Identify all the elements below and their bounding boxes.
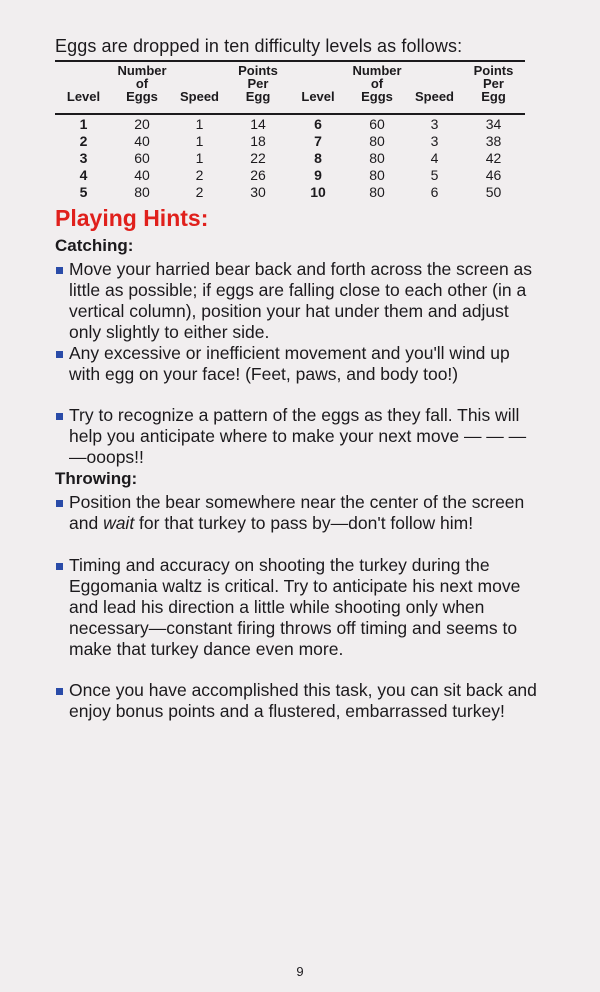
level-cell: 2 [79, 133, 88, 149]
bullet-square-icon [56, 413, 63, 420]
eggs-cell: 40 [134, 167, 150, 183]
hint-text: Try to recognize a pattern of the eggs as they fall. This will help you anticipate where to make your next move — — — —ooops!! [69, 405, 527, 467]
level-cell: 10 [310, 184, 326, 200]
eggs-cell: 60 [369, 116, 385, 132]
hint-text: Once you have accomplished this task, you can sit back and enjoy bonus points and a flustered, embarrassed turkey! [69, 680, 537, 721]
level-cell: 9 [314, 167, 322, 183]
bullet-square-icon [56, 500, 63, 507]
eggs-cell: 80 [369, 167, 385, 183]
catching-heading: Catching: [55, 236, 134, 255]
points-cell: 38 [485, 133, 502, 149]
catching-hint-item [55, 259, 545, 343]
speed-cell: 3 [430, 133, 439, 149]
speed-cell: 2 [195, 184, 204, 200]
page-number: 9 [296, 964, 304, 979]
speed-cell: 5 [430, 167, 439, 183]
throwing-hint-item [55, 555, 545, 660]
bullet-square-icon [56, 267, 63, 274]
level-cell: 5 [79, 184, 88, 200]
playing-hints-heading: Playing Hints: [55, 205, 209, 231]
header-level: Level [301, 89, 335, 104]
points-cell: 50 [485, 184, 502, 200]
header-points-per-egg: Points Per Egg [238, 63, 278, 104]
points-cell: 30 [250, 184, 266, 200]
throwing-hint-item [55, 680, 545, 722]
eggs-cell: 80 [369, 184, 385, 200]
intro-text: Eggs are dropped in ten difficulty levels as follows: [55, 36, 463, 56]
eggs-cell: 80 [369, 133, 385, 149]
points-cell: 42 [485, 150, 502, 166]
table-top-rule [55, 60, 525, 62]
speed-cell: 1 [195, 116, 204, 132]
points-cell: 14 [250, 116, 266, 132]
table-row [55, 167, 525, 184]
header-number-of-eggs: Number of Eggs [352, 63, 402, 104]
speed-cell: 1 [195, 133, 204, 149]
speed-cell: 1 [195, 150, 204, 166]
header-number-of-eggs: Number of Eggs [117, 63, 167, 104]
hint-text-part: Position the bear somewhere near the center of the screen and [69, 492, 525, 533]
speed-cell: 3 [430, 116, 439, 132]
difficulty-table [55, 64, 525, 201]
eggs-cell: 80 [369, 150, 385, 166]
eggs-cell: 80 [134, 184, 150, 200]
eggs-cell: 40 [134, 133, 150, 149]
level-cell: 6 [314, 116, 322, 132]
bullet-square-icon [56, 563, 63, 570]
header-speed: Speed [179, 89, 219, 104]
emphasis-wait: wait [103, 513, 135, 533]
eggs-cell: 20 [134, 116, 150, 132]
throwing-heading: Throwing: [55, 469, 138, 488]
table-row [55, 184, 525, 201]
points-cell: 26 [250, 167, 266, 183]
speed-cell: 4 [430, 150, 439, 166]
bullet-square-icon [56, 351, 63, 358]
level-cell: 8 [314, 150, 322, 166]
eggs-cell: 60 [134, 150, 150, 166]
speed-cell: 6 [430, 184, 439, 200]
hint-text: Any excessive or inefficient movement and you'll wind up with egg on your face! (Feet, paws, and body too!) [69, 343, 510, 384]
catching-hint-item [55, 343, 545, 385]
table-row [55, 107, 525, 116]
level-cell: 7 [314, 133, 322, 149]
hint-text: Move your harried bear back and forth across the screen as little as possible; if eggs are falling close to each other (in a vertical column), position your hat under them and adjust only slightly to either side. [69, 259, 533, 342]
level-cell: 1 [79, 116, 88, 132]
catching-hint-item [55, 405, 545, 468]
level-cell: 4 [79, 167, 88, 183]
points-cell: 22 [250, 150, 266, 166]
level-cell: 3 [79, 150, 88, 166]
points-cell: 46 [485, 167, 502, 183]
header-level: Level [66, 89, 101, 104]
points-cell: 34 [485, 116, 502, 132]
hint-text [69, 492, 545, 534]
points-cell: 18 [250, 133, 266, 149]
bullet-square-icon [56, 688, 63, 695]
table-row [55, 133, 525, 150]
header-points-per-egg: Points Per Egg [473, 63, 514, 104]
throwing-hint-item [55, 492, 545, 534]
hint-text-part: for that turkey to pass by—don't follow him! [134, 513, 474, 533]
hint-text: Timing and accuracy on shooting the turkey during the Eggomania waltz is critical. Try to anticipate his next move and lead his direction a little while shooting only when necessary—constant firing throws off timing and seems to make that turkey dance even more. [69, 555, 521, 659]
table-row [55, 116, 525, 133]
table-header-row [55, 64, 525, 107]
header-speed: Speed [414, 89, 454, 104]
speed-cell: 2 [195, 167, 204, 183]
table-row [55, 150, 525, 167]
